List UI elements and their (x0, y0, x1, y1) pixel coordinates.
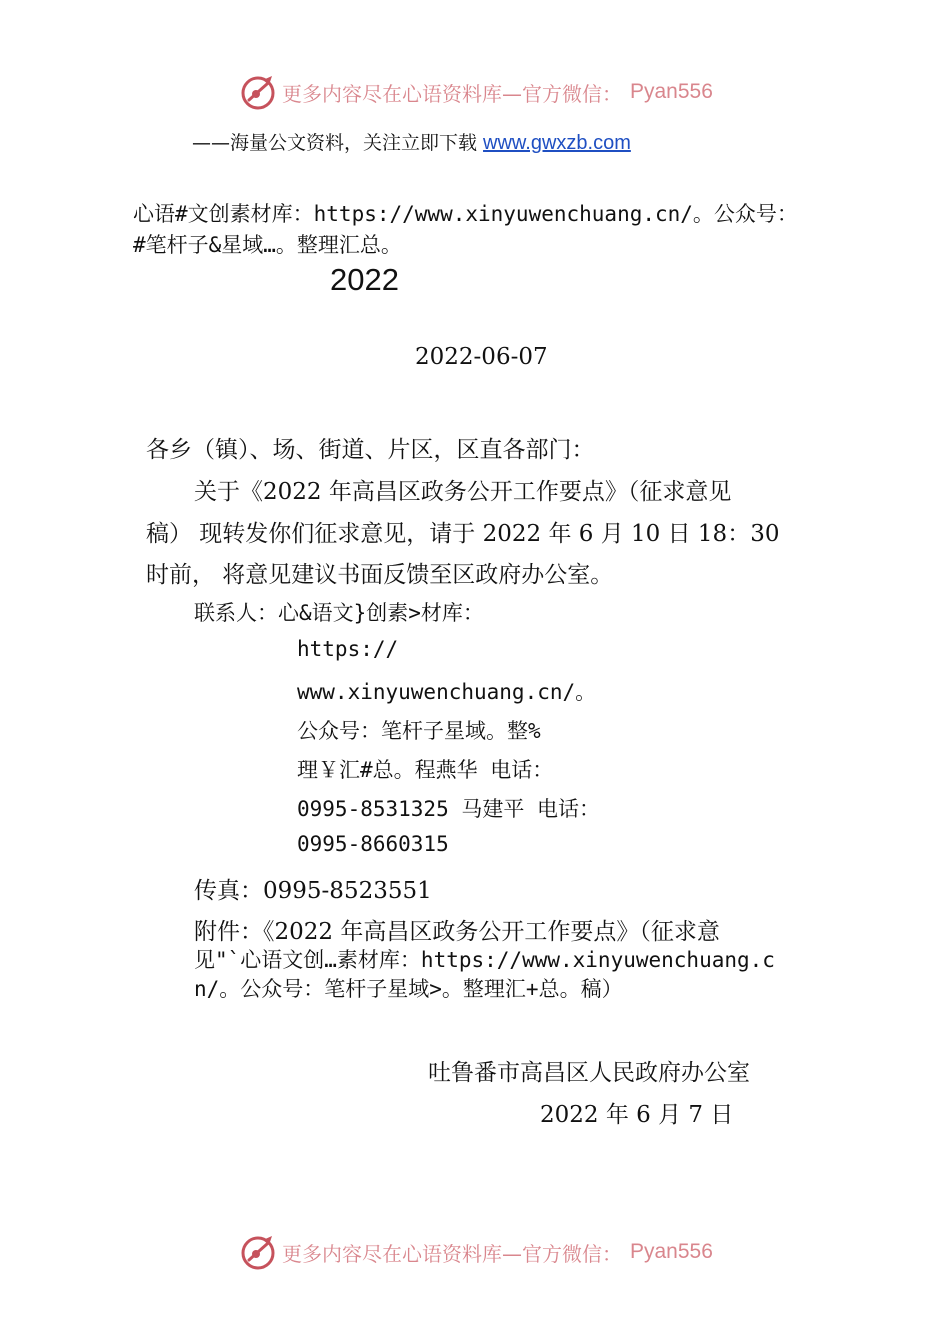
contact-label: 联系人：心&语文}创素>材库： (194, 601, 484, 625)
attachment-line-3: n/。公众号：笔杆子星域>。整理汇+总。稿） (194, 977, 623, 1001)
header-banner (238, 72, 713, 112)
body-line-1: 关于《2022 年高昌区政务公开工作要点》（征求意见 (194, 479, 732, 505)
attachment-line-2: 见"`心语文创…素材库：https://www.xinyuwenchuang.c (194, 948, 775, 972)
body-line-2: 稿） 现转发你们征求意见，请于 2022 年 6 月 10 日 18：30 (146, 521, 780, 547)
doc-date: 2022-06-07 (415, 344, 548, 370)
signature-org: 吐鲁番市高昌区人民政府办公室 (428, 1060, 750, 1086)
contact-line: 理￥汇#总。程燕华 电话： (297, 758, 554, 782)
header-note-line2: #笔杆子&星域…。整理汇总。 (133, 233, 402, 257)
brand-logo-icon (238, 1232, 278, 1272)
tagline-link[interactable]: www.gwxzb.com (483, 132, 631, 154)
tagline (192, 128, 631, 155)
banner-text: 更多内容尽在心语资料库—官方微信： (282, 81, 622, 106)
contact-line: 公众号：笔杆子星域。整% (297, 719, 541, 743)
signature-date: 2022 年 6 月 7 日 (540, 1102, 734, 1128)
banner-text: 更多内容尽在心语资料库—官方微信： (282, 1241, 622, 1266)
fax-line: 传真：0995-8523551 (194, 878, 432, 904)
footer-banner (238, 1232, 713, 1272)
body-line-3: 时前， 将意见建议书面反馈至区政府办公室。 (146, 562, 614, 588)
contact-line: 0995-8660315 (297, 832, 449, 856)
banner-wechat-id: Pyan556 (630, 80, 713, 103)
contact-line: 0995-8531325 马建平 电话： (297, 797, 601, 821)
header-note-line1: 心语#文创素材库：https://www.xinyuwenchuang.cn/。公众号： (133, 202, 798, 226)
contact-line: https:// (297, 637, 399, 661)
banner-wechat-id: Pyan556 (630, 1240, 713, 1263)
contact-line: www.xinyuwenchuang.cn/。 (297, 680, 597, 704)
brand-logo-icon (238, 72, 278, 112)
attachment-line-1: 附件：《2022 年高昌区政务公开工作要点》（征求意 (194, 919, 720, 945)
salutation: 各乡（镇）、场、街道、片区，区直各部门： (146, 437, 595, 463)
page-title: 2022 (330, 262, 399, 297)
tagline-text: ——海量公文资料，关注立即下载 (192, 132, 484, 154)
